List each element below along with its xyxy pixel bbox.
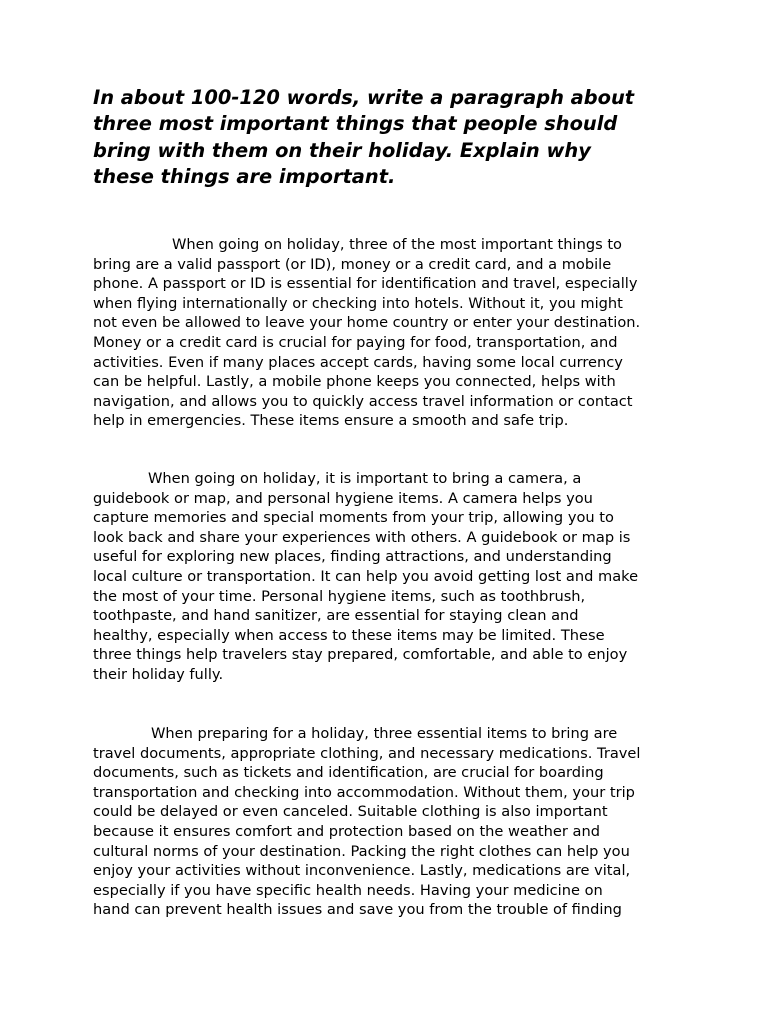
paragraph-line: transportation and checking into accommodation. Without them, your trip: [93, 783, 635, 801]
paragraph-line: useful for exploring new places, finding attractions, and understanding: [93, 548, 612, 566]
essay-paragraph-1: [93, 235, 693, 431]
writing-prompt: [93, 85, 693, 191]
paragraph-line: Money or a credit card is crucial for paying for food, transportation, and: [93, 333, 618, 351]
paragraph-line: activities. Even if many places accept cards, having some local currency: [93, 353, 623, 371]
paragraph-line: healthy, especially when access to these items may be limited. These: [93, 626, 605, 644]
paragraph-line: can be helpful. Lastly, a mobile phone keeps you connected, helps with: [93, 373, 616, 391]
paragraph-line: when flying internationally or checking into hotels. Without it, you might: [93, 294, 623, 312]
paragraph-line: guidebook or map, and personal hygiene items. A camera helps you: [93, 489, 593, 507]
essay-paragraph-3: [93, 724, 693, 920]
paragraph-line: When going on holiday, it is important to bring a camera, a: [148, 470, 582, 487]
paragraph-line: not even be allowed to leave your home country or enter your destination.: [93, 314, 641, 332]
paragraph-line: documents, such as tickets and identification, are crucial for boarding: [93, 764, 604, 782]
prompt-line: bring with them on their holiday. Explain why: [93, 138, 591, 162]
paragraph-line: especially if you have specific health needs. Having your medicine on: [93, 881, 603, 899]
paragraph-line: enjoy your activities without inconvenience. Lastly, medications are vital,: [93, 862, 631, 880]
paragraph-line: toothpaste, and hand sanitizer, are essential for staying clean and: [93, 607, 579, 625]
paragraph-line: bring are a valid passport (or ID), money or a credit card, and a mobile: [93, 255, 612, 273]
paragraph-line: three things help travelers stay prepared, comfortable, and able to enjoy: [93, 646, 628, 664]
paragraph-line: travel documents, appropriate clothing, and necessary medications. Travel: [93, 744, 641, 762]
paragraph-line: When preparing for a holiday, three essential items to bring are: [151, 725, 618, 742]
paragraph-line: phone. A passport or ID is essential for identification and travel, especially: [93, 275, 638, 293]
paragraph-line: local culture or transportation. It can help you avoid getting lost and make: [93, 567, 639, 585]
paragraph-line: capture memories and special moments from your trip, allowing you to: [93, 509, 614, 527]
paragraph-line: cultural norms of your destination. Packing the right clothes can help you: [93, 842, 630, 860]
prompt-line: In about 100-120 words, write a paragraph about: [93, 86, 635, 109]
paragraph-line: help in emergencies. These items ensure a smooth and safe trip.: [93, 412, 569, 430]
paragraph-line: When going on holiday, three of the most important things to: [172, 236, 622, 253]
paragraph-line: the most of your time. Personal hygiene items, such as toothbrush,: [93, 587, 586, 605]
paragraph-line: could be delayed or even canceled. Suitable clothing is also important: [93, 803, 608, 821]
paragraph-line: their holiday fully.: [93, 665, 224, 683]
prompt-line: these things are important.: [93, 165, 396, 189]
paragraph-line: navigation, and allows you to quickly access travel information or contact: [93, 392, 633, 410]
prompt-line: three most important things that people should: [93, 112, 618, 136]
essay-paragraph-2: [93, 469, 693, 685]
paragraph-line: because it ensures comfort and protection based on the weather and: [93, 822, 600, 840]
paragraph-line: hand can prevent health issues and save you from the trouble of finding: [93, 901, 622, 919]
paragraph-line: look back and share your experiences with others. A guidebook or map is: [93, 528, 631, 546]
